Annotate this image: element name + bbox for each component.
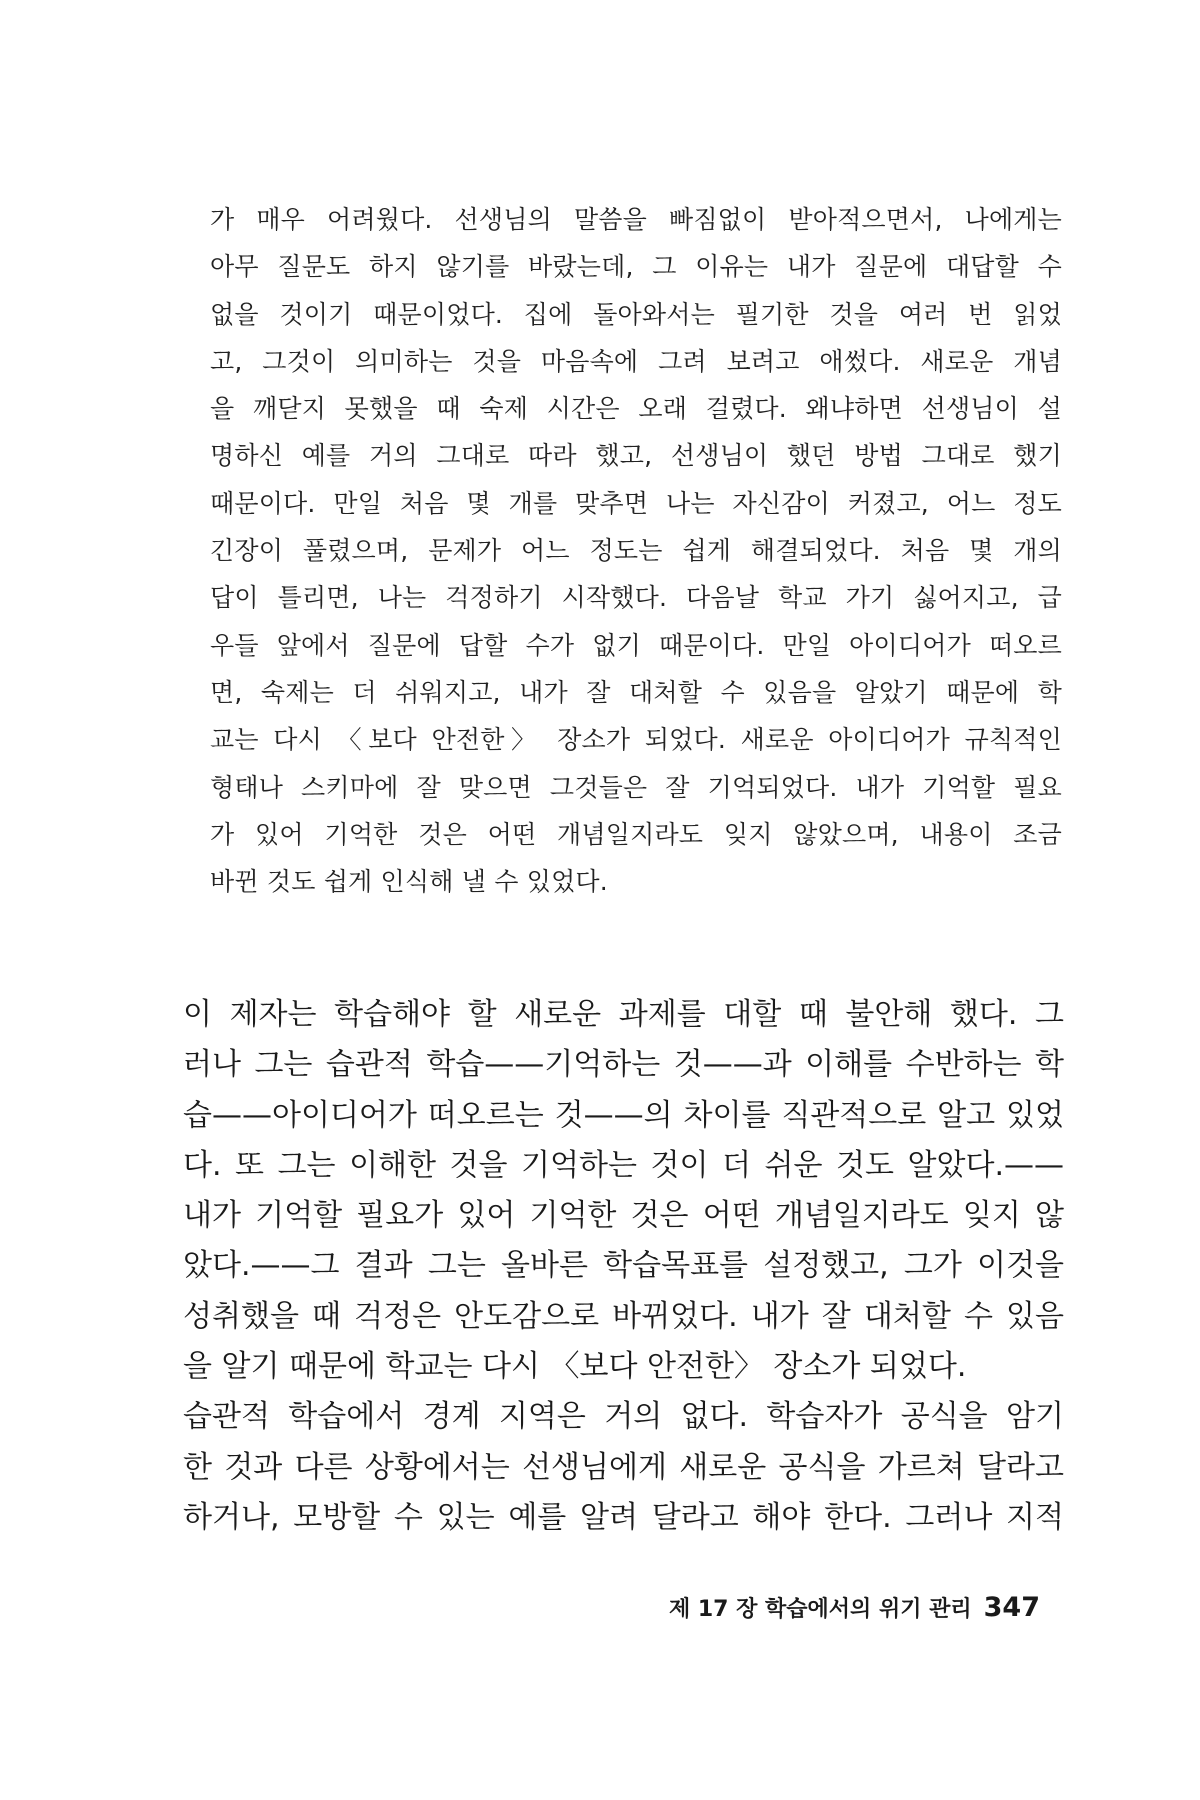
quote-line: 교는 다시 〈보다 안전한〉 장소가 되었다. 새로운 아이디어가 규칙적인 [210, 725, 1062, 755]
quote-line: 없을 것이기 때문이었다. 집에 돌아와서는 필기한 것을 여러 번 읽었 [210, 299, 1062, 329]
quote-line: 답이 틀리면, 나는 걱정하기 시작했다. 다음날 학교 가기 싫어지고, 급 [210, 583, 1062, 613]
body-line: 성취했을 때 걱정은 안도감으로 바뀌었다. 내가 잘 대처할 수 있음 [183, 1298, 1064, 1334]
quote-line: 가 있어 기억한 것은 어떤 개념일지라도 잊지 않았으며, 내용이 조금 [210, 819, 1062, 849]
body-line: 하거나, 모방할 수 있는 예를 알려 달라고 해야 한다. 그러나 지적 [183, 1499, 1064, 1535]
quote-line: 고, 그것이 의미하는 것을 마음속에 그려 보려고 애썼다. 새로운 개념 [210, 346, 1062, 376]
page-number: 347 [983, 1592, 1040, 1623]
quote-line: 가 매우 어려웠다. 선생님의 말씀을 빠짐없이 받아적으면서, 나에게는 [210, 205, 1062, 234]
quote-line: 때문이다. 만일 처음 몇 개를 맞추면 나는 자신감이 커졌고, 어느 정도 [210, 488, 1062, 518]
body-line: 이 제자는 학습해야 할 새로운 과제를 대할 때 불안해 했다. 그 [183, 997, 1064, 1032]
body-line: 을 알기 때문에 학교는 다시 〈보다 안전한〉 장소가 되었다. [183, 1349, 967, 1385]
body-line: 내가 기억할 필요가 있어 기억한 것은 어떤 개념일지라도 잊지 않 [183, 1198, 1064, 1234]
quote-line: 우들 앞에서 질문에 답할 수가 없기 때문이다. 만일 아이디어가 떠오르 [210, 630, 1062, 660]
quote-line: 바뀐 것도 쉽게 인식해 낼 수 있었다. [210, 867, 608, 897]
body-line: 한 것과 다른 상황에서는 선생님에게 새로운 공식을 가르쳐 달라고 [183, 1449, 1064, 1485]
quoted-passage [210, 196, 1062, 905]
body-line: 다. 또 그는 이해한 것을 기억하는 것이 더 쉬운 것도 알았다.—— [183, 1147, 1064, 1183]
quote-line: 아무 질문도 하지 않기를 바랐는데, 그 이유는 내가 질문에 대답할 수 [210, 252, 1062, 282]
paragraph [183, 1392, 1064, 1543]
body-line: 러나 그는 습관적 학습——기억하는 것——과 이해를 수반하는 학 [183, 1047, 1064, 1083]
quote-line: 명하신 예를 거의 그대로 따라 했고, 선생님이 했던 방법 그대로 했기 [210, 441, 1062, 471]
body-line: 습——아이디어가 떠오르는 것——의 차이를 직관적으로 알고 있었 [183, 1097, 1064, 1133]
body-line: 습관적 학습에서 경계 지역은 거의 없다. 학습자가 공식을 암기 [183, 1399, 1064, 1435]
quote-line: 면, 숙제는 더 쉬워지고, 내가 잘 대처할 수 있음을 알았기 때문에 학 [210, 677, 1062, 707]
quote-line: 을 깨닫지 못했을 때 숙제 시간은 오래 걸렸다. 왜냐하면 선생님이 설 [210, 394, 1062, 424]
running-title: 제 17 장 학습에서의 위기 관리 [668, 1597, 972, 1622]
body-text [183, 990, 1064, 1543]
quote-line: 형태나 스키마에 잘 맞으면 그것들은 잘 기억되었다. 내가 기억할 필요 [210, 772, 1062, 802]
paragraph [183, 990, 1064, 1392]
quote-line: 긴장이 풀렸으며, 문제가 어느 정도는 쉽게 해결되었다. 처음 몇 개의 [210, 536, 1062, 566]
page-footer [669, 1592, 1040, 1623]
body-line: 았다.——그 결과 그는 올바른 학습목표를 설정했고, 그가 이것을 [183, 1248, 1064, 1284]
